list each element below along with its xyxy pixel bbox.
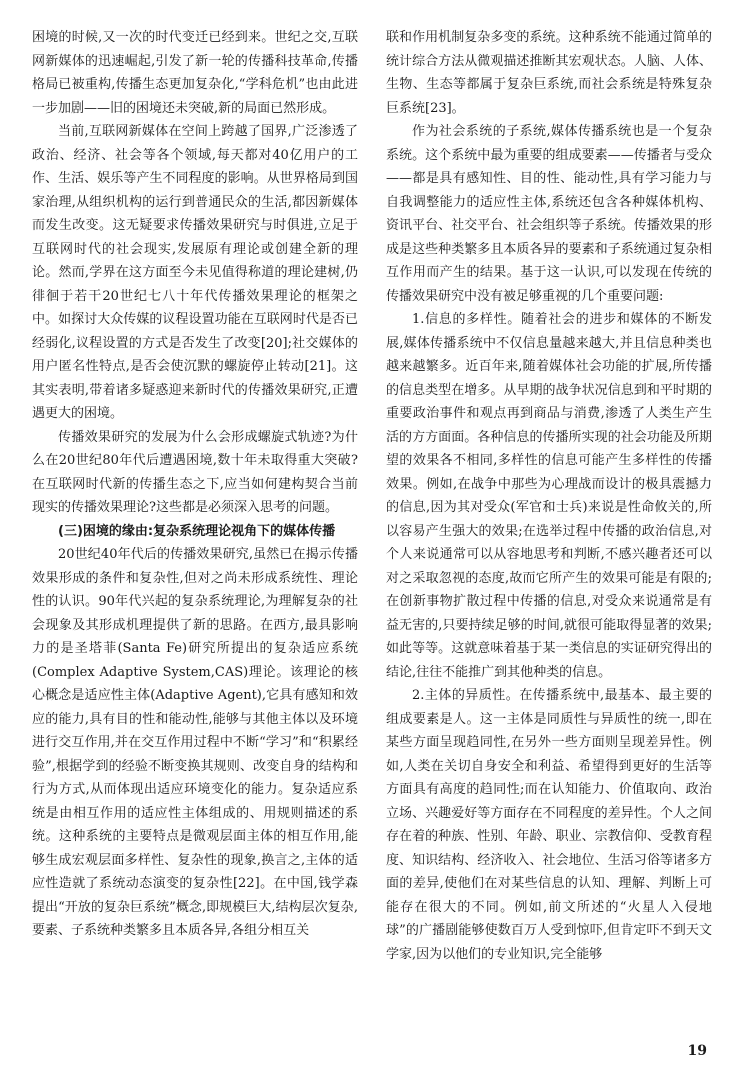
right-paragraph-4: 2.主体的异质性。在传播系统中,最基本、最主要的组成要素是人。这一主体是同质性与异质性的统一,即在某些方面呈现趋同性,在另外一些方面则呈现差异性。例如,人类在关切自身安全和利益、希望得到更好的生活等方面具有高度的趋同性;而在认知能力、价值取向、政治立场、兴趣爱好等方面存在不同程度的差异性。个人之间存在着的种族、性别、年龄、职业、宗教信仰、受教育程度、知识结构、经济收入、社会地位、生活习俗等诸多方面的差异,使他们在对某些信息的认知、理解、判断上可能存在很大的不同。例如,前文所述的“火星人入侵地球”的广播剧能够使数百万人受到惊吓,但肯定吓不到天文学家,因为以他们的专业知识,完全能够: [386, 688, 712, 962]
page-number: 19: [687, 1043, 707, 1059]
right-column: [386, 26, 712, 966]
section-heading: (三)困境的缘由:复杂系统理论视角下的媒体传播: [58, 523, 336, 539]
left-paragraph-3: 传播效果研究的发展为什么会形成螺旋式轨迹?为什么在20世纪80年代后遭遇困境,数十年未取得重大突破?在互联网时代新的传播生态之下,应当如何建构契合当前现实的传播效果理论?这些都是必须深入思考的问题。: [32, 429, 358, 515]
right-paragraph-3: 1.信息的多样性。随着社会的进步和媒体的不断发展,媒体传播系统中不仅信息量越来越大,并且信息种类也越来越繁多。近百年来,随着媒体社会功能的扩展,所传播的信息类型在增多。从早期的战争状况信息到和平时期的重要政治事件和观点再到商品与消费,渗透了人类生产生活的方方面面。各种信息的传播所实现的社会功能及所期望的效果各不相同,多样性的信息可能产生多样性的传播效果。例如,在战争中那些为心理战而设计的极具震撼力的信息,因为其对受众(军官和士兵)来说是性命攸关的,所以容易产生强大的效果;在选举过程中传播的政治信息,对个人来说通常可以从容地思考和判断,不感兴趣者还可以对之采取忽视的态度,故而它所产生的效果可能是有限的;在创新事物扩散过程中传播的信息,对受众来说通常是有益无害的,只要持续足够的时间,就很可能取得显著的效果;如此等等。这就意味着基于某一类信息的实证研究得出的结论,往往不能推广到其他种类的信息。: [386, 312, 712, 680]
left-paragraph-4: 20世纪40年代后的传播效果研究,虽然已在揭示传播效果形成的条件和复杂性,但对之尚未形成系统性、理论性的认识。90年代兴起的复杂系统理论,为理解复杂的社会现象及其形成机理提供了新的思路。在西方,最具影响力的是圣塔菲(Santa Fe)研究所提出的复杂适应系统(Complex Adaptive System,CAS)理论。该理论的核心概念是适应性主体(Adaptive Agent),它具有感知和效应的能力,具有目的性和能动性,能够与其他主体以及环境进行交互作用,并在交互作用过程中不断“学习”和“积累经验”,根据学到的经验不断变换其规则、改变自身的结构和行为方式,从而体现出适应环境变化的能力。复杂适应系统是由相互作用的适应性主体组成的、用规则描述的系统。这种系统的主要特点是微观层面主体的相互作用,能够生成宏观层面多样性、复杂性的现象,换言之,主体的适应性造就了系统动态演变的复杂性[22]。在中国,钱学森提出“开放的复杂巨系统”概念,即规模巨大,结构层次复杂,要素、子系统种类繁多且本质各异,各组分相互关: [32, 547, 358, 938]
right-paragraph-2: 作为社会系统的子系统,媒体传播系统也是一个复杂系统。这个系统中最为重要的组成要素——传播者与受众——都是具有感知性、目的性、能动性,具有学习能力与自我调整能力的适应性主体,系统还包含各种媒体机构、资讯平台、社交平台、社会组织等子系统。传播效果的形成是这些种类繁多且本质各异的要素和子系统通过复杂相互作用而产生的结果。基于这一认识,可以发现在传统的传播效果研究中没有被足够重视的几个重要问题:: [386, 124, 712, 304]
left-paragraph-1: 困境的时候,又一次的时代变迁已经到来。世纪之交,互联网新媒体的迅速崛起,引发了新一轮的传播科技革命,传播格局已被重构,传播生态更加复杂化,“学科危机”也由此进一步加剧——旧的困境还未突破,新的局面已然形成。: [32, 30, 358, 116]
left-paragraph-2: 当前,互联网新媒体在空间上跨越了国界,广泛渗透了政治、经济、社会等各个领域,每天都对40亿用户的工作、生活、娱乐等产生不同程度的影响。从世界格局到国家治理,从组织机构的运行到普通民众的生活,都因新媒体而发生改变。这无疑要求传播效果研究与时俱进,立足于互联网时代的社会现实,发展原有理论或创建全新的理论。然而,学界在这方面至今未见值得称道的理论建树,仍徘徊于若干20世纪七八十年代传播效果理论的框架之中。如探讨大众传媒的议程设置功能在互联网时代是否已经弱化,议程设置的方式是否发生了改变[20];社交媒体的用户匿名性特点,是否会使沉默的螺旋停止转动[21]。这其实表明,带着诸多疑惑迎来新时代的传播效果研究,正遭遇更大的困境。: [32, 124, 358, 421]
right-paragraph-1: 联和作用机制复杂多变的系统。这种系统不能通过简单的统计综合方法从微观描述推断其宏观状态。人脑、人体、生物、生态等都属于复杂巨系统,而社会系统是特殊复杂巨系统[23]。: [386, 30, 712, 116]
left-column: [32, 26, 358, 943]
